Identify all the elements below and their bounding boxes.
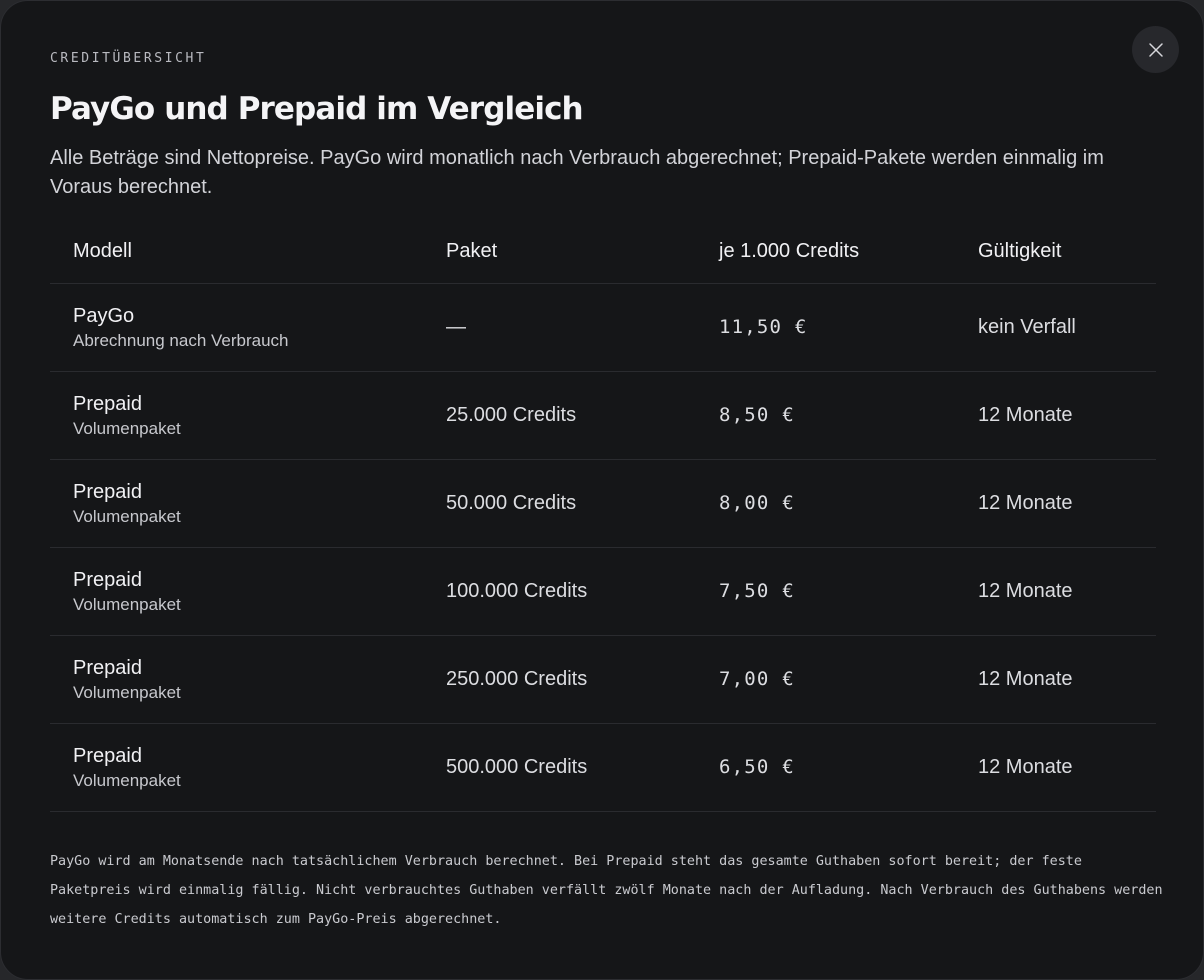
table-row xyxy=(50,284,1156,372)
table-row xyxy=(50,372,1156,460)
model-cell xyxy=(73,744,181,792)
package-cell: 500.000 Credits xyxy=(446,756,588,778)
model-description: Volumenpaket xyxy=(73,507,181,526)
model-name: Prepaid xyxy=(73,393,142,415)
model-cell xyxy=(73,480,181,528)
close-button[interactable] xyxy=(1132,26,1179,73)
model-description: Volumenpaket xyxy=(73,595,181,614)
model-cell xyxy=(73,392,181,440)
package-cell: — xyxy=(446,316,466,338)
table-header xyxy=(50,219,1156,284)
validity-cell: 12 Monate xyxy=(978,580,1073,602)
model-name: Prepaid xyxy=(73,481,142,503)
close-icon xyxy=(1148,42,1164,58)
model-description: Abrechnung nach Verbrauch xyxy=(73,331,289,350)
dialog-subtitle: Alle Beträge sind Nettopreise. PayGo wird monatlich nach Verbrauch abgerechnet; Prepaid-Pakete werden einmalig im Voraus berechnet. xyxy=(50,147,1104,198)
model-name: Prepaid xyxy=(73,569,142,591)
package-cell: 50.000 Credits xyxy=(446,492,577,514)
model-description: Volumenpaket xyxy=(73,419,181,438)
footnote: PayGo wird am Monatsende nach tatsächlichem Verbrauch berechnet. Bei Prepaid steht das gesamte Guthaben sofort bereit; der feste Paketpreis wird einmalig fällig. Nicht verbrauchtes Guthaben verfällt zwölf Monate nach der Aufladung. Nach Verbrauch des Guthabens werden weitere Credits automatisch zum PayGo-Preis abgerechnet. xyxy=(50,854,1163,927)
column-header-model: Modell xyxy=(73,240,132,262)
pricing-table xyxy=(50,219,1156,812)
model-name: PayGo xyxy=(73,305,135,327)
validity-cell: 12 Monate xyxy=(978,404,1073,426)
package-cell: 100.000 Credits xyxy=(446,580,588,602)
package-cell: 250.000 Credits xyxy=(446,668,588,690)
column-header-price: je 1.000 Credits xyxy=(719,240,860,262)
price-cell: 8,00 € xyxy=(719,492,795,514)
dialog-eyebrow: CREDITÜBERSICHT xyxy=(50,51,207,66)
model-cell xyxy=(73,304,289,352)
table-row xyxy=(50,460,1156,548)
column-header-package: Paket xyxy=(446,240,498,262)
price-cell: 7,00 € xyxy=(719,668,795,690)
validity-cell: 12 Monate xyxy=(978,668,1073,690)
column-header-validity: Gültigkeit xyxy=(978,240,1062,262)
table-row xyxy=(50,548,1156,636)
validity-cell: 12 Monate xyxy=(978,492,1073,514)
price-cell: 7,50 € xyxy=(719,580,795,602)
dialog-title: PayGo und Prepaid im Vergleich xyxy=(50,91,583,127)
model-description: Volumenpaket xyxy=(73,771,181,790)
price-cell: 6,50 € xyxy=(719,756,795,778)
table-row xyxy=(50,636,1156,724)
model-description: Volumenpaket xyxy=(73,683,181,702)
package-cell: 25.000 Credits xyxy=(446,404,577,426)
validity-cell: 12 Monate xyxy=(978,756,1073,778)
table-row xyxy=(50,724,1156,812)
price-cell: 11,50 € xyxy=(719,316,808,338)
model-cell xyxy=(73,656,181,704)
validity-cell: kein Verfall xyxy=(978,316,1076,338)
price-cell: 8,50 € xyxy=(719,404,795,426)
model-name: Prepaid xyxy=(73,745,142,767)
model-cell xyxy=(73,568,181,616)
model-name: Prepaid xyxy=(73,657,142,679)
